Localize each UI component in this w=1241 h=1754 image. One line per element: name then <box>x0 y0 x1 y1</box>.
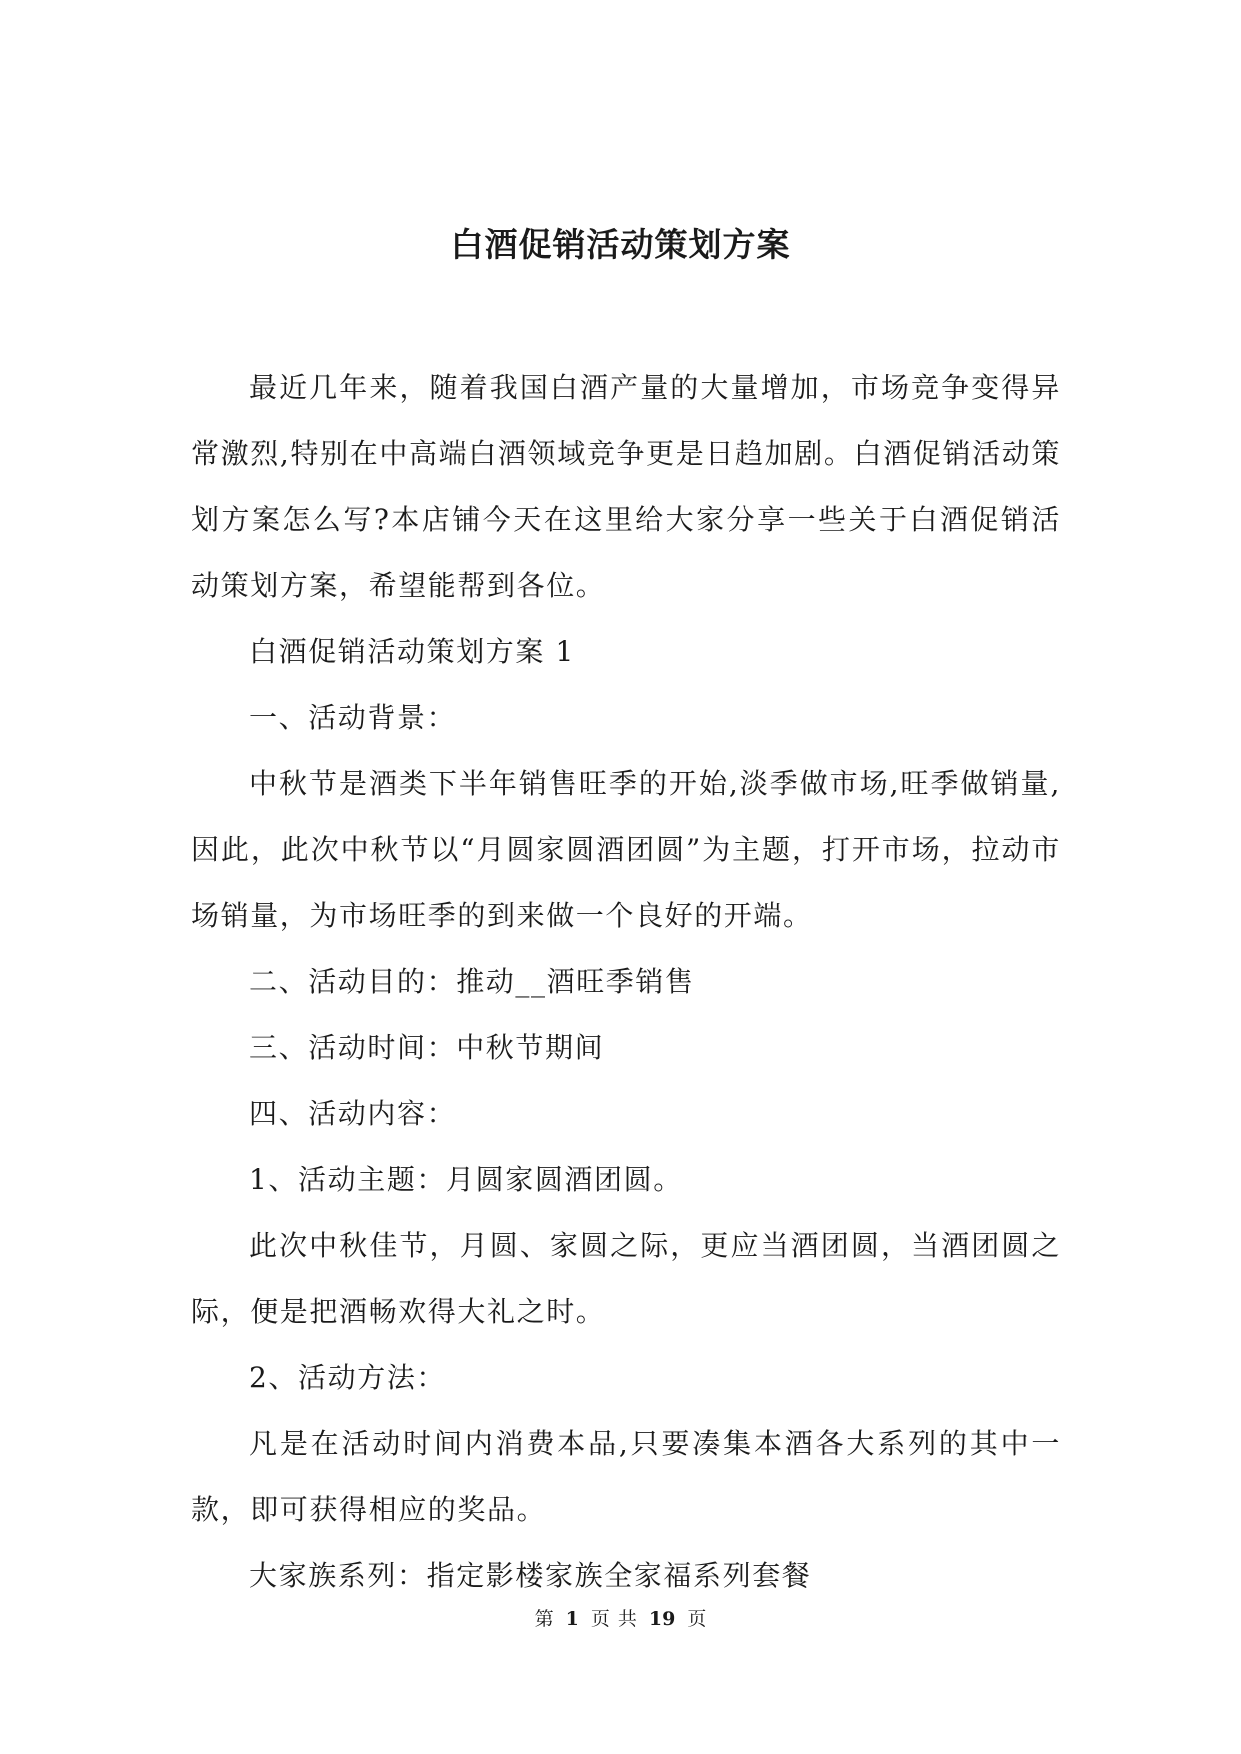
footer-page-word: 页 <box>590 1608 610 1630</box>
background-paragraph: 中秋节是酒类下半年销售旺季的开始,淡季做市场,旺季做销量,因此，此次中秋节以“月圆家圆酒团圆”为主题，打开市场，拉动市场销量，为市场旺季的到来做一个良好的开端。 <box>191 767 1061 932</box>
section-heading-content: 四、活动内容： <box>249 1097 457 1130</box>
footer-total-word: 共 <box>617 1608 637 1630</box>
theme-paragraph: 此次中秋佳节，月圆、家圆之际，更应当酒团圆，当酒团圆之际，便是把酒畅欢得大礼之时。 <box>191 1229 1061 1328</box>
section-heading-time: 三、活动时间：中秋节期间 <box>249 1031 605 1064</box>
footer-prefix: 第 <box>534 1608 554 1630</box>
footer-current-page: 1 <box>565 1608 579 1630</box>
section-heading-background: 一、活动背景： <box>249 701 457 734</box>
document-title: 白酒促销活动策划方案 <box>450 225 791 264</box>
method-paragraph: 凡是在活动时间内消费本品,只要凑集本酒各大系列的其中一款，即可获得相应的奖品。 <box>191 1427 1061 1526</box>
intro-paragraph: 最近几年来，随着我国白酒产量的大量增加，市场竞争变得异常激烈,特别在中高端白酒领域竞争更是日趋加剧。白酒促销活动策划方案怎么写?本店铺今天在这里给大家分享一些关于白酒促销活动策划方案，希望能帮到各位。 <box>191 371 1061 602</box>
subsection-method: 2、活动方法： <box>249 1361 447 1394</box>
footer-suffix: 页 <box>687 1608 707 1630</box>
page-footer <box>0 1606 1241 1632</box>
series-item: 大家族系列：指定影楼家族全家福系列套餐 <box>249 1559 812 1592</box>
subsection-theme: 1、活动主题：月圆家圆酒团圆。 <box>249 1163 683 1196</box>
document-body <box>191 355 1061 1609</box>
footer-total-pages: 19 <box>648 1608 676 1630</box>
plan-heading: 白酒促销活动策划方案 1 <box>249 635 575 668</box>
section-heading-purpose: 二、活动目的：推动__酒旺季销售 <box>249 965 695 998</box>
